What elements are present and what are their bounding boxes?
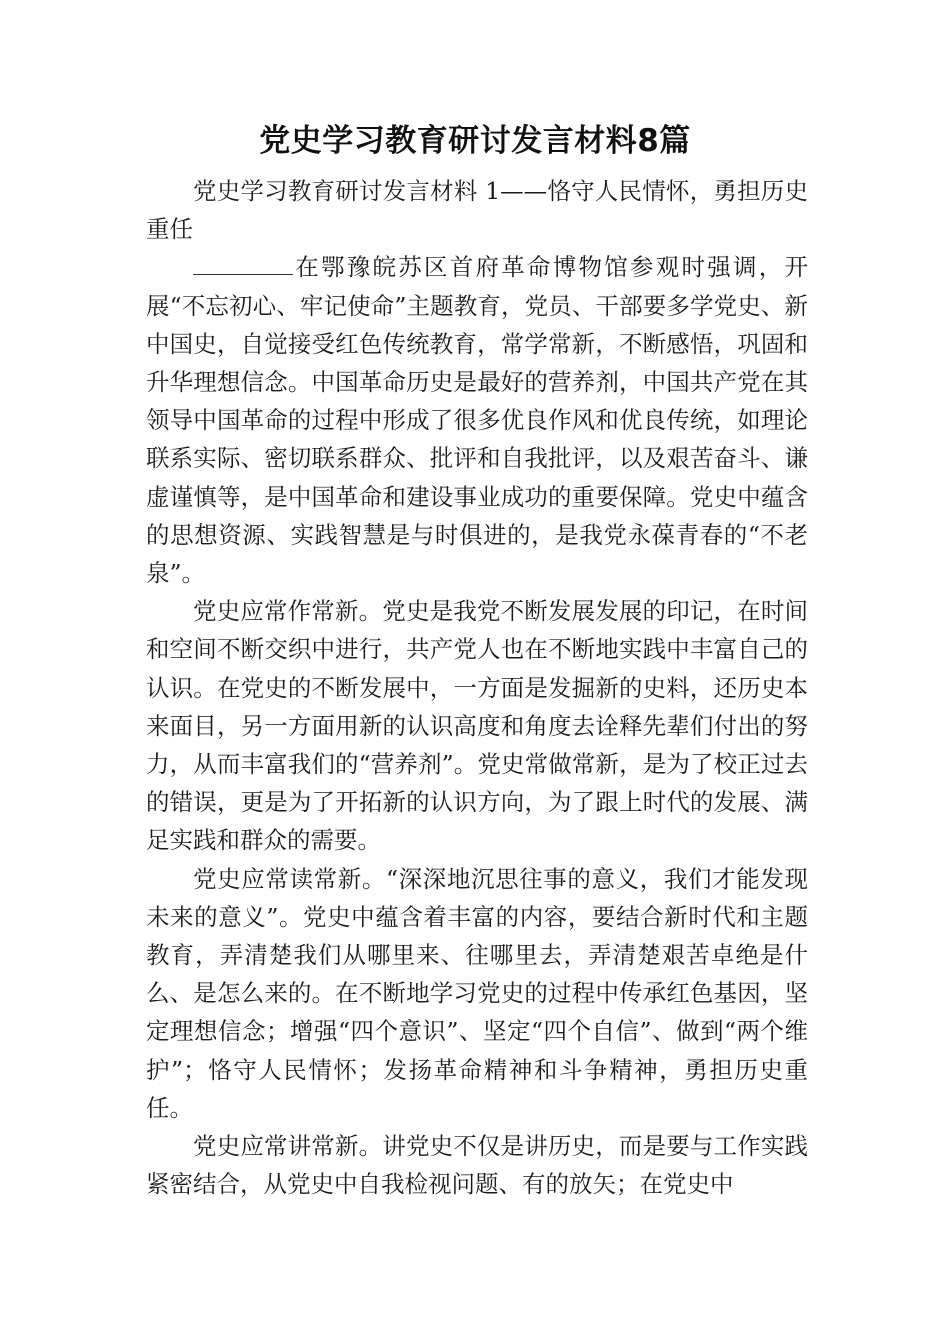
document-body — [146, 172, 808, 1203]
blank-underline — [193, 254, 293, 275]
document-title: 党史学习教育研讨发言材料8篇 — [259, 123, 691, 159]
paragraph-3: 党史应常读常新。“深深地沉思往事的意义，我们才能发现未来的意义”。党史中蕴含着丰富的内容，要结合新时代和主题教育，弄清楚我们从哪里来、往哪里去，弄清楚艰苦卓绝是什么、是怎么来的。在不断地学习党史的过程中传承红色基因，坚定理想信念；增强“四个意识”、坚定“四个自信”、做到“两个维护”；恪守人民情怀；发扬革命精神和斗争精神，勇担历史重任。 — [146, 864, 808, 1122]
paragraph-2: 党史应常作常新。党史是我党不断发展发展的印记，在时间和空间不断交织中进行，共产党人也在不断地实践中丰富自己的认识。在党史的不断发展中，一方面是发掘新的史料，还历史本来面目，另一方面用新的认识高度和角度去诠释先辈们付出的努力，从而丰富我们的“营养剂”。党史常做常新，是为了校正过去的错误，更是为了开拓新的认识方向，为了跟上时代的发展、满足实践和群众的需要。 — [146, 597, 808, 855]
paragraph-1-text: 在鄂豫皖苏区首府革命博物馆参观时强调，开展“不忘初心、牢记使命”主题教育，党员、干部要多学党史、新中国史，自觉接受红色传统教育，常学常新，不断感悟，巩固和升华理想信念。中国革命历史是最好的营养剂，中国共产党在其领导中国革命的过程中形成了很多优良作风和优良传统，如理论联系实际、密切联系群众、批评和自我批评，以及艰苦奋斗、谦虚谨慎等，是中国革命和建设事业成功的重要保障。党史中蕴含的思想资源、实践智慧是与时俱进的，是我党永葆青春的“不老泉”。 — [146, 253, 808, 588]
paragraph-1 — [146, 248, 808, 592]
section-heading: 党史学习教育研讨发言材料 1——恪守人民情怀，勇担历史重任 — [146, 177, 808, 244]
paragraph-4: 党史应常讲常新。讲党史不仅是讲历史，而是要与工作实践紧密结合，从党史中自我检视问题、有的放矢；在党史中 — [146, 1132, 808, 1199]
